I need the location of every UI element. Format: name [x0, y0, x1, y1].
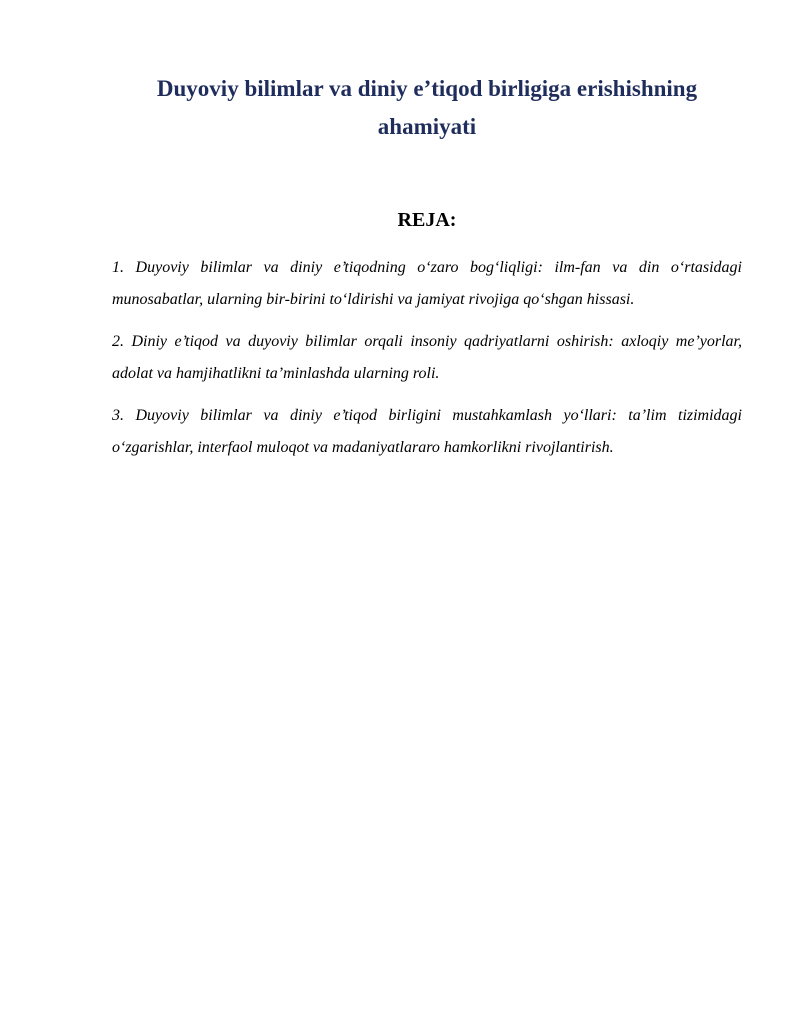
plan-heading: REJA:: [397, 209, 457, 231]
document-title: Duyoviy bilimlar va diniy e’tiqod birligiga erishishning ahamiyati: [156, 76, 698, 139]
plan-item-2: 2. Diniy e’tiqod va duyoviy bilimlar orqali insoniy qadriyatlarni oshirish: axloqiy me’yorlar, adolat va hamjihatlikni ta’minlashda ularning roli.: [112, 333, 742, 382]
plan-item-1: 1. Duyoviy bilimlar va diniy e’tiqodning o‘zaro bog‘liqligi: ilm-fan va din o‘rtasidagi munosabatlar, ularning bir-birini to‘ldirishi va jamiyat rivojiga qo‘shgan hissasi.: [112, 259, 742, 308]
plan-list: [112, 252, 742, 474]
plan-item-3: 3. Duyoviy bilimlar va diniy e’tiqod birligini mustahkamlash yo‘llari: ta’lim tizimidagi o‘zgarishlar, interfaol muloqot va madaniyatlararo hamkorlikni rivojlantirish.: [112, 407, 742, 456]
